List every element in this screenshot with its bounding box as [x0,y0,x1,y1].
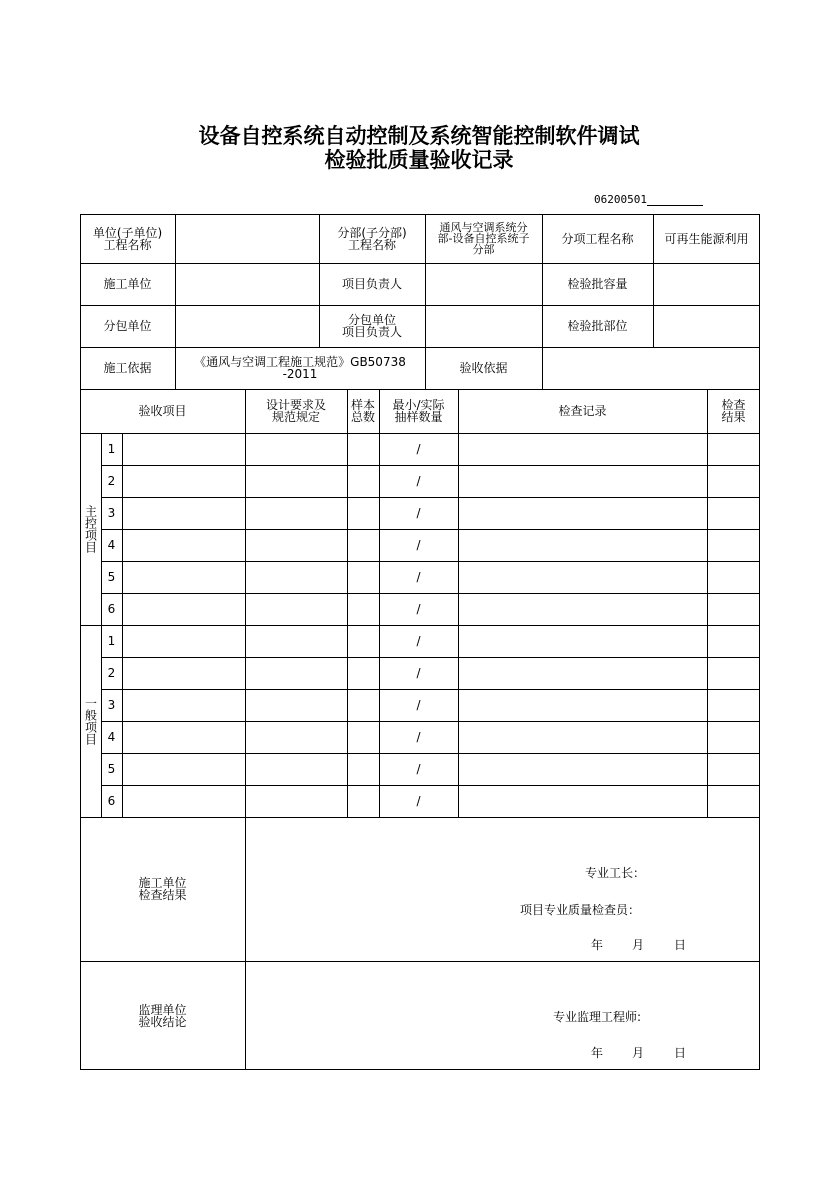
main-row-sampling[interactable]: / [416,506,421,520]
main-row-no: 4 [107,538,116,552]
col-min-line1: 最小/实际 [392,398,445,412]
main-row-no: 1 [107,442,116,456]
col-sample-line1: 样本 [350,398,375,412]
col-sample-line2: 总数 [350,410,375,424]
foreman-signature[interactable]: 专业工长： [585,866,646,880]
grid-line [347,389,348,817]
general-row-sampling[interactable]: / [416,634,421,648]
basis-value-line1: 《通风与空调工程施工规范》GB50738 [194,355,406,369]
form-code-value: 06200501 [594,193,647,206]
supervisor-check-label-line2: 验收结论 [138,1014,187,1029]
col-design-line2: 规范规定 [271,410,320,424]
division-value[interactable] [425,214,542,263]
contractor-date-year[interactable]: 年 [591,938,604,952]
col-sample [347,389,379,433]
general-row-sampling[interactable]: / [416,666,421,680]
col-record: 检查记录 [558,404,607,418]
supervisor-check-label [80,961,245,1070]
grid-line [707,389,708,817]
grid-line [122,433,123,817]
general-items-label: 一般项目 [83,697,98,745]
capacity-value[interactable] [653,263,760,305]
col-min-line2: 抽样数量 [394,410,443,424]
division-value-line2: 部-设备自控系统子 [437,232,530,245]
supervisor-date-month[interactable]: 月 [632,1046,645,1060]
location-value[interactable] [653,305,760,347]
unit-label-line1: 单位(子单位) [92,225,163,240]
col-item: 验收项目 [138,404,187,418]
basis-value-line2: -2011 [282,367,318,381]
general-row-no: 6 [107,794,116,808]
supervisor-date-day[interactable]: 日 [674,1046,687,1060]
contractor-check-label-line1: 施工单位 [138,876,187,890]
division-value-line3: 分部 [472,243,495,256]
contractor-date-month[interactable]: 月 [632,938,645,952]
form-code [594,193,703,206]
col-design-line1: 设计要求及 [265,398,326,412]
basis-label: 施工依据 [103,361,152,375]
main-row-no: 2 [107,474,116,488]
main-row-sampling[interactable]: / [416,602,421,616]
grid-line [245,389,246,1070]
division-value-line1: 通风与空调系统分 [439,221,528,234]
main-row-sampling[interactable]: / [416,570,421,584]
unit-label [80,214,175,263]
general-row-sampling[interactable]: / [416,730,421,744]
contractor-date-day[interactable]: 日 [674,938,687,952]
main-row-sampling[interactable]: / [416,442,421,456]
sub-pm-label-line2: 项目负责人 [341,325,402,339]
form-code-blank[interactable] [647,194,703,206]
general-row-no: 1 [107,634,116,648]
division-label [319,214,425,263]
project-manager-value[interactable] [425,263,542,305]
col-min-sampling [379,389,458,433]
subitem-value[interactable]: 可再生能源利用 [664,231,749,246]
form-title-line1: 设备自控系统自动控制及系统智能控制软件调试 [198,123,640,148]
col-design [245,389,347,433]
contractor-label: 施工单位 [103,277,152,291]
supervisor-engineer-signature[interactable]: 专业监理工程师: [553,1010,642,1024]
inspector-signature[interactable]: 项目专业质量检查员： [520,903,641,917]
location-label: 检验批部位 [567,319,628,333]
contractor-value[interactable] [175,263,319,305]
division-label-line1: 分部(子分部) [337,225,407,240]
unit-label-line2: 工程名称 [103,237,152,252]
sub-pm-value[interactable] [425,305,542,347]
sub-pm-label-line1: 分包单位 [347,313,396,327]
unit-value[interactable] [175,214,319,263]
subitem-label: 分项工程名称 [561,231,634,246]
grid-line [458,389,459,817]
col-result-line1: 检查 [721,398,746,412]
general-row-no: 2 [107,666,116,680]
supervisor-check-label-line1: 监理单位 [138,1002,187,1017]
division-label-line2: 工程名称 [347,237,396,252]
main-row-no: 6 [107,602,116,616]
general-row-sampling[interactable]: / [416,794,421,808]
form-title-line2: 检验批质量验收记录 [324,147,514,172]
general-row-no: 4 [107,730,116,744]
acceptance-basis-label: 验收依据 [459,361,508,375]
contractor-check-label-line2: 检查结果 [138,888,187,902]
supervisor-date-year[interactable]: 年 [591,1046,604,1060]
main-row-no: 3 [107,506,116,520]
col-result [707,389,760,433]
general-row-no: 5 [107,762,116,776]
main-row-sampling[interactable]: / [416,538,421,552]
general-row-sampling[interactable]: / [416,762,421,776]
general-row-sampling[interactable]: / [416,698,421,712]
project-manager-label: 项目负责人 [341,277,402,291]
contractor-check-label [80,817,245,961]
basis-value[interactable] [175,347,425,389]
main-items-label: 主控项目 [83,505,98,553]
col-result-line2: 结果 [721,410,746,424]
subcontractor-label: 分包单位 [103,319,152,333]
capacity-label: 检验批容量 [567,277,628,291]
acceptance-basis-value[interactable] [542,347,760,389]
main-row-no: 5 [107,570,116,584]
main-row-sampling[interactable]: / [416,474,421,488]
subcontractor-value[interactable] [175,305,319,347]
sub-pm-label [319,305,425,347]
general-row-no: 3 [107,698,116,712]
